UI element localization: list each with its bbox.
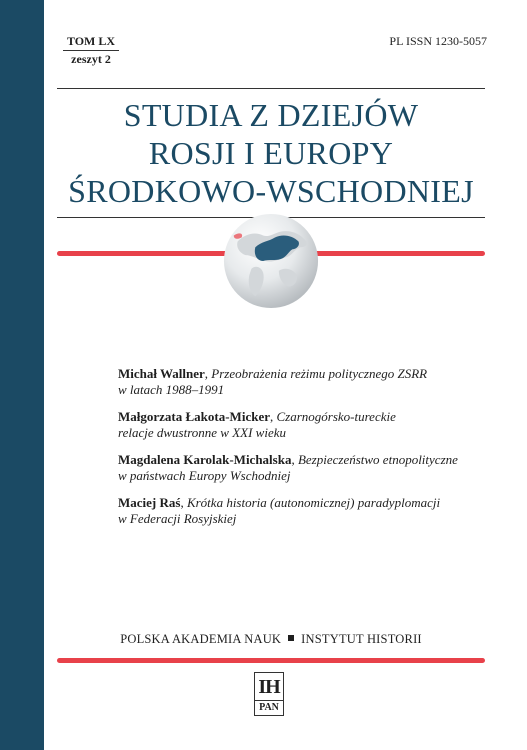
publisher-academy: POLSKA AKADEMIA NAUK: [120, 632, 282, 646]
article-title-cont: relacje dwustronne w XXI wieku: [118, 425, 287, 440]
volume-divider: [63, 50, 119, 51]
article-author: Magdalena Karolak-Michalska: [118, 452, 292, 467]
publisher-institute: INSTYTUT HISTORII: [301, 632, 422, 646]
volume-info: [62, 34, 120, 67]
logo-ih: IH: [258, 676, 280, 698]
article-separator: ,: [180, 495, 187, 510]
article-author: Małgorzata Łakota-Micker: [118, 409, 270, 424]
article-separator: ,: [204, 366, 212, 381]
issn-number: PL ISSN 1230-5057: [389, 34, 487, 48]
bottom-red-bar: [57, 658, 485, 663]
table-of-contents: [118, 366, 490, 538]
square-bullet-icon: [288, 635, 294, 641]
article-title-cont: w Federacji Rosyjskiej: [118, 511, 237, 526]
journal-title: [57, 96, 485, 210]
article-entry: [118, 452, 490, 484]
article-title: Przeobrażenia reżimu politycznego ZSRR: [211, 366, 428, 381]
article-author: Maciej Raś: [118, 495, 181, 510]
article-title-cont: w latach 1988–1991: [118, 382, 225, 397]
article-entry: [118, 366, 490, 398]
cover-spine: [0, 0, 44, 750]
article-title-cont: w państwach Europy Wschodniej: [118, 468, 291, 483]
article-author: Michał Wallner: [118, 366, 205, 381]
article-title: Krótka historia (autonomicznej) paradyplomacji: [186, 495, 441, 510]
article-title: Bezpieczeństwo etnopolityczne: [297, 452, 458, 467]
article-entry: [118, 409, 490, 441]
article-separator: ,: [291, 452, 298, 467]
journal-title-line-3: ŚRODKOWO-WSCHODNIEJ: [68, 173, 474, 209]
journal-title-line-1: STUDIA Z DZIEJÓW: [123, 97, 419, 133]
publisher-line: [57, 632, 485, 647]
article-separator: ,: [269, 409, 277, 424]
ih-pan-logo: [254, 672, 284, 716]
volume-zeszyt: zeszyt 2: [71, 52, 111, 66]
globe-icon: [222, 212, 320, 310]
article-entry: [118, 495, 490, 527]
volume-tom: TOM LX: [66, 34, 116, 48]
logo-pan: PAN: [255, 700, 283, 715]
top-rule: [57, 88, 485, 89]
journal-title-line-2: ROSJI I EUROPY: [148, 135, 394, 171]
article-title: Czarnogórsko-tureckie: [276, 409, 396, 424]
